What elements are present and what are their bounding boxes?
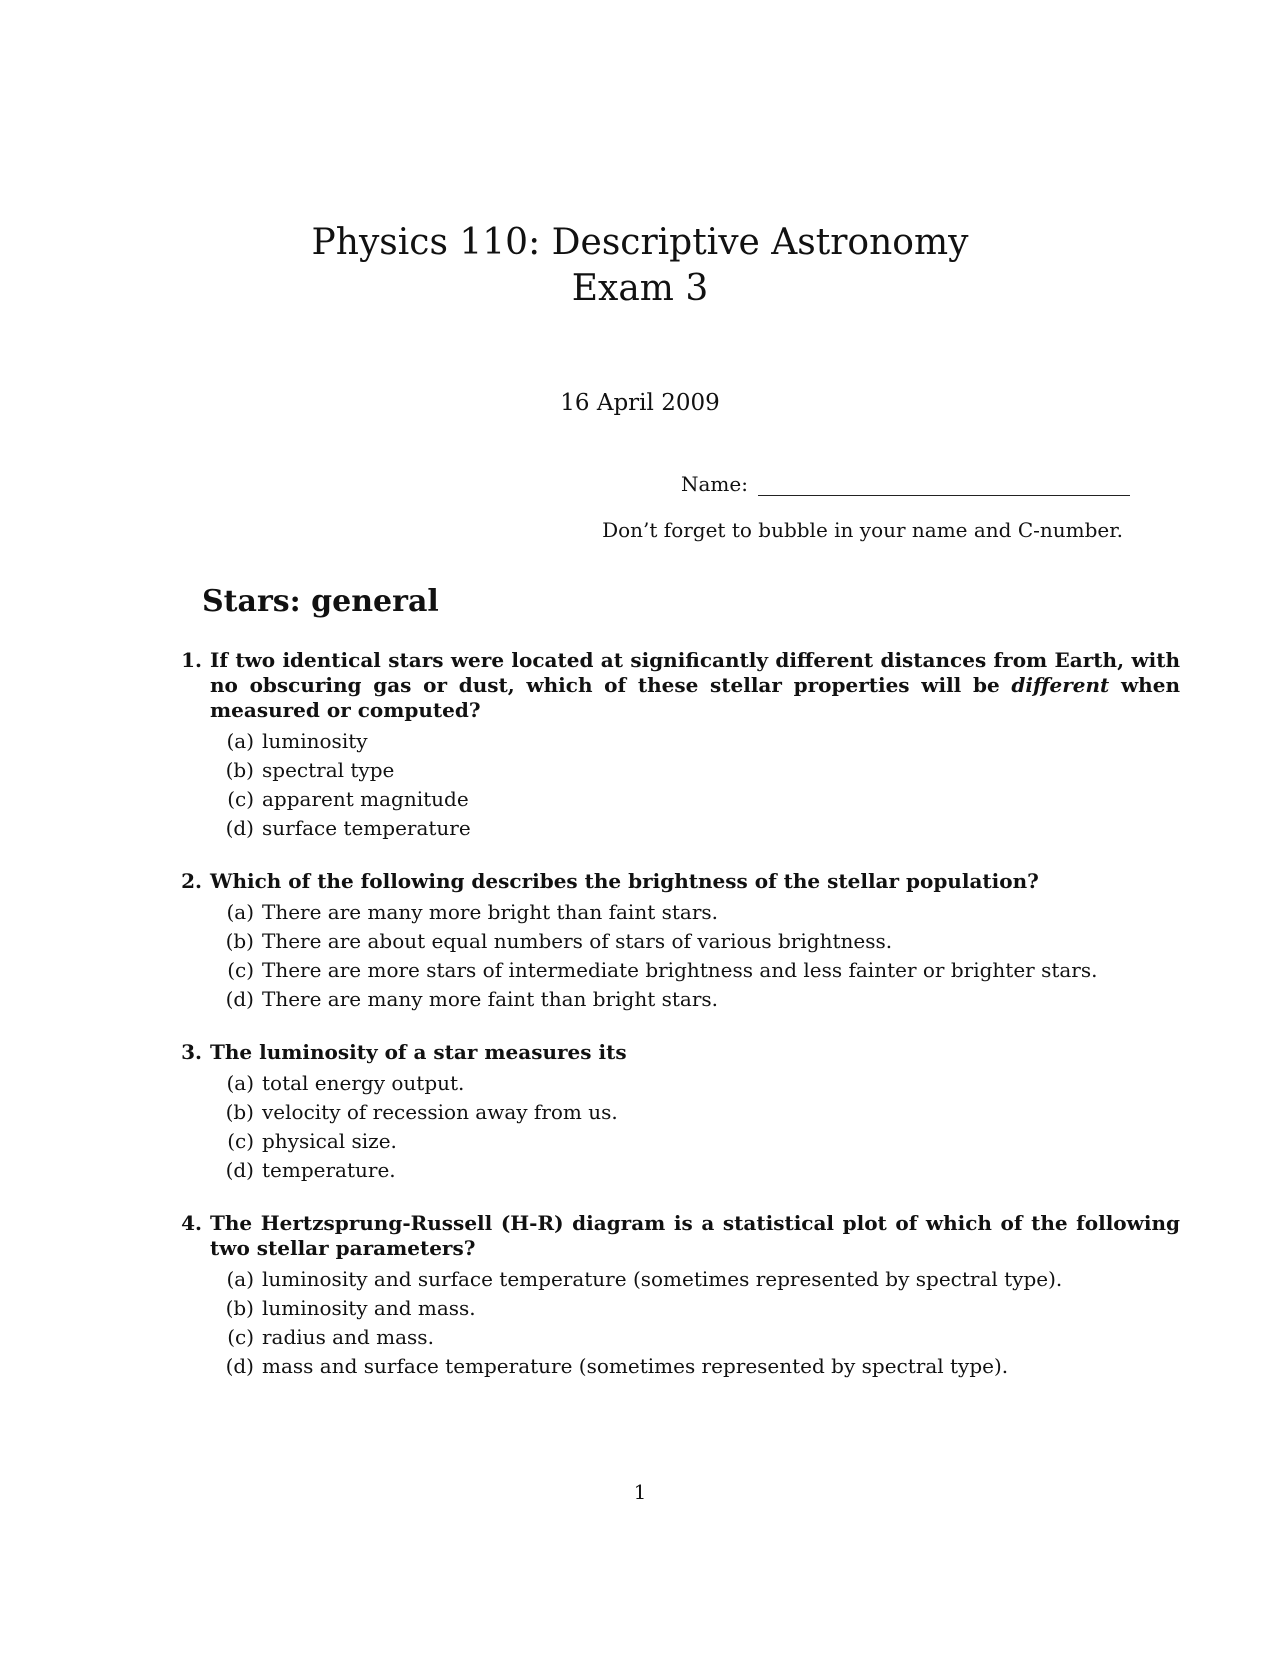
answer-option bbox=[160, 898, 1180, 927]
question-text: Which of the following describes the brightness of the stellar population? bbox=[210, 869, 1039, 893]
question-stem bbox=[160, 648, 1180, 723]
option-letter: (d) bbox=[225, 987, 254, 1011]
answer-option bbox=[160, 814, 1180, 843]
answer-option bbox=[160, 956, 1180, 985]
bubble-reminder: Don’t forget to bubble in your name and C-number. bbox=[602, 518, 1123, 542]
question-text-part: If two identical stars were located at significantly different distances from Earth, with no obscuring gas or dust, which of these stellar properties will be bbox=[210, 648, 1180, 697]
option-letter: (b) bbox=[225, 758, 254, 782]
option-letter: (d) bbox=[225, 1354, 254, 1378]
exam-title: Exam 3 bbox=[571, 268, 709, 309]
question-text: The Hertzsprung-Russell (H-R) diagram is a statistical plot of which of the following two stellar parameters? bbox=[210, 1211, 1180, 1260]
question-text-part: when measured or computed? bbox=[210, 673, 1180, 722]
question-list bbox=[160, 648, 1180, 1407]
question-2 bbox=[160, 869, 1180, 1014]
option-text: radius and mass. bbox=[262, 1325, 434, 1349]
name-blank-line[interactable] bbox=[758, 473, 1130, 496]
exam-date: 16 April 2009 bbox=[560, 390, 720, 416]
option-letter: (c) bbox=[227, 1325, 254, 1349]
answer-option bbox=[160, 1352, 1180, 1381]
answer-option bbox=[160, 1265, 1180, 1294]
page-number: 1 bbox=[633, 1480, 647, 1504]
answer-option bbox=[160, 1294, 1180, 1323]
option-text: velocity of recession away from us. bbox=[262, 1100, 618, 1124]
question-number: 2. bbox=[181, 869, 202, 893]
answer-option bbox=[160, 1069, 1180, 1098]
option-text: apparent magnitude bbox=[262, 787, 469, 811]
option-list bbox=[160, 1069, 1180, 1185]
question-1 bbox=[160, 648, 1180, 843]
option-text: There are many more faint than bright stars. bbox=[262, 987, 718, 1011]
name-field-row bbox=[681, 472, 1130, 496]
section-title: Stars: general bbox=[202, 584, 439, 619]
option-letter: (b) bbox=[225, 1100, 254, 1124]
option-text: temperature. bbox=[262, 1158, 396, 1182]
question-number: 1. bbox=[181, 648, 202, 672]
option-text: There are many more bright than faint stars. bbox=[262, 900, 718, 924]
question-text-emphasis: different bbox=[1011, 673, 1110, 697]
answer-option bbox=[160, 785, 1180, 814]
question-text bbox=[202, 648, 1180, 723]
option-letter: (d) bbox=[225, 1158, 254, 1182]
answer-option bbox=[160, 1323, 1180, 1352]
course-title: Physics 110: Descriptive Astronomy bbox=[311, 222, 969, 263]
answer-option bbox=[160, 727, 1180, 756]
option-text: There are more stars of intermediate brightness and less fainter or brighter stars. bbox=[262, 958, 1098, 982]
name-label: Name: bbox=[681, 472, 748, 496]
option-letter: (a) bbox=[226, 900, 254, 924]
option-letter: (b) bbox=[225, 929, 254, 953]
question-text: The luminosity of a star measures its bbox=[210, 1040, 627, 1064]
option-text: surface temperature bbox=[262, 816, 471, 840]
option-text: physical size. bbox=[262, 1129, 397, 1153]
answer-option bbox=[160, 1098, 1180, 1127]
question-number: 4. bbox=[181, 1211, 202, 1235]
option-text: luminosity bbox=[262, 729, 368, 753]
question-stem bbox=[160, 1211, 1180, 1261]
question-4 bbox=[160, 1211, 1180, 1381]
answer-option bbox=[160, 985, 1180, 1014]
option-letter: (a) bbox=[226, 729, 254, 753]
option-text: total energy output. bbox=[262, 1071, 465, 1095]
option-list bbox=[160, 898, 1180, 1014]
option-text: mass and surface temperature (sometimes represented by spectral type). bbox=[262, 1354, 1009, 1378]
option-text: There are about equal numbers of stars of various brightness. bbox=[262, 929, 893, 953]
option-letter: (c) bbox=[227, 787, 254, 811]
option-letter: (c) bbox=[227, 958, 254, 982]
question-3 bbox=[160, 1040, 1180, 1185]
option-letter: (d) bbox=[225, 816, 254, 840]
option-list bbox=[160, 727, 1180, 843]
answer-option bbox=[160, 1127, 1180, 1156]
question-stem bbox=[160, 1040, 1180, 1065]
question-number: 3. bbox=[181, 1040, 202, 1064]
option-letter: (a) bbox=[226, 1267, 254, 1291]
option-letter: (c) bbox=[227, 1129, 254, 1153]
option-text: spectral type bbox=[262, 758, 395, 782]
option-letter: (a) bbox=[226, 1071, 254, 1095]
option-letter: (b) bbox=[225, 1296, 254, 1320]
answer-option bbox=[160, 927, 1180, 956]
answer-option bbox=[160, 1156, 1180, 1185]
option-text: luminosity and surface temperature (sometimes represented by spectral type). bbox=[262, 1267, 1063, 1291]
question-stem bbox=[160, 869, 1180, 894]
answer-option bbox=[160, 756, 1180, 785]
exam-header bbox=[0, 220, 1280, 312]
option-list bbox=[160, 1265, 1180, 1381]
option-text: luminosity and mass. bbox=[262, 1296, 476, 1320]
